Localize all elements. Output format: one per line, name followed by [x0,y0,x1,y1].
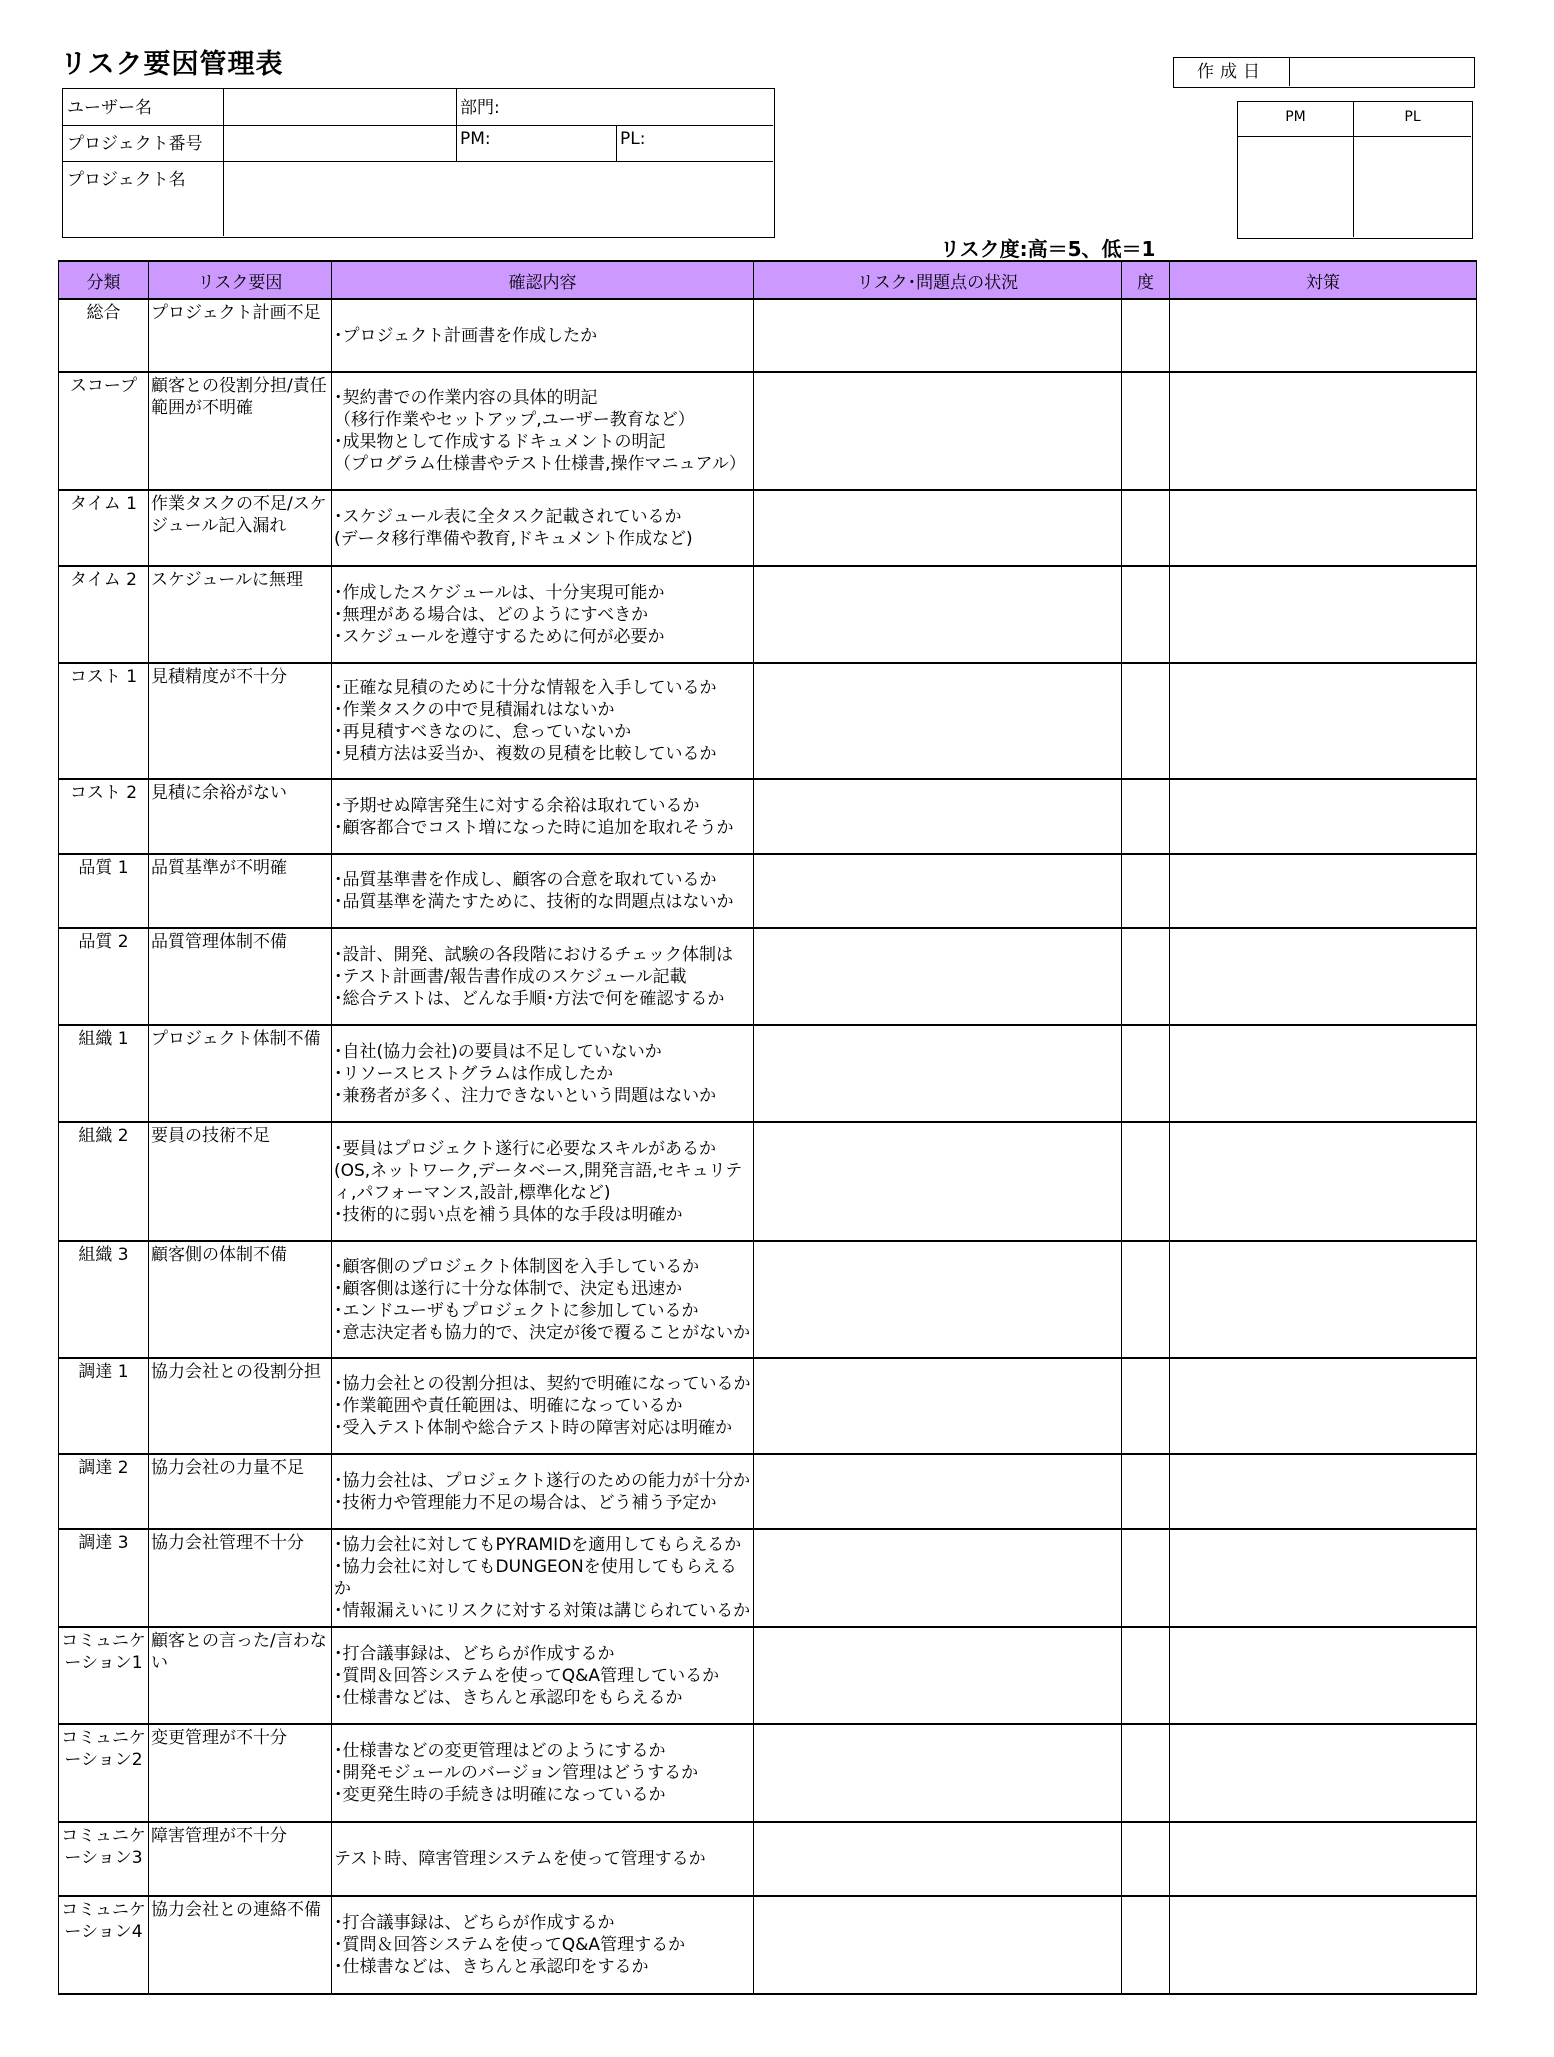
table-row [59,1627,1477,1724]
project-info-box [62,88,775,238]
row-degree-cell[interactable] [1122,854,1170,928]
department-label: 部門: [460,98,500,118]
row-countermeasure-cell[interactable] [1170,1241,1477,1358]
table-row [59,566,1477,663]
row-check-items: ･要員はプロジェクト遂行に必要なスキルがあるか (OS,ネットワーク,データベース,開発言語,セキュリティ,パフォーマンス,設計,標準化など) ･技術的に弱い点を補う具体的な手段は明確か [332,1122,754,1241]
row-risk-status-cell[interactable] [754,1241,1122,1358]
table-row [59,1724,1477,1822]
row-check-items: ･予期せぬ障害発生に対する余裕は取れているか ･顧客都合でコスト増になった時に追加を取れそうか [332,779,754,854]
row-countermeasure-cell[interactable] [1170,663,1477,779]
row-category: コミュニケーション2 [59,1724,149,1822]
row-check-items: テスト時、障害管理システムを使って管理するか [332,1822,754,1896]
table-row [59,1122,1477,1241]
table-row [59,928,1477,1025]
row-degree-cell[interactable] [1122,372,1170,490]
row-degree-cell[interactable] [1122,1241,1170,1358]
row-risk-factor: 顧客との言った/言わない [149,1627,332,1724]
row-risk-status-cell[interactable] [754,928,1122,1025]
row-countermeasure-cell[interactable] [1170,1822,1477,1896]
row-category: 調達 2 [59,1454,149,1529]
row-degree-cell[interactable] [1122,1529,1170,1627]
row-risk-factor: 協力会社との連絡不備 [149,1896,332,1994]
row-risk-factor: 品質基準が不明確 [149,854,332,928]
row-risk-factor: 見積に余裕がない [149,779,332,854]
row-check-items: ･協力会社に対してもPYRAMIDを適用してもらえるか ･協力会社に対してもDUNGEONを使用してもらえるか ･情報漏えいにリスクに対する対策は講じられているか [332,1529,754,1627]
row-risk-status-cell[interactable] [754,1724,1122,1822]
row-degree-cell[interactable] [1122,490,1170,566]
row-countermeasure-cell[interactable] [1170,1122,1477,1241]
row-degree-cell[interactable] [1122,299,1170,372]
row-degree-cell[interactable] [1122,663,1170,779]
row-degree-cell[interactable] [1122,1896,1170,1994]
row-countermeasure-cell[interactable] [1170,1724,1477,1822]
row-countermeasure-cell[interactable] [1170,854,1477,928]
header-countermeasure: 対策 [1170,261,1477,299]
row-category: 調達 1 [59,1358,149,1454]
row-countermeasure-cell[interactable] [1170,1627,1477,1724]
row-degree-cell[interactable] [1122,1627,1170,1724]
row-check-items: ･スケジュール表に全タスク記載されているか (データ移行準備や教育,ドキュメント作成など) [332,490,754,566]
creation-date-box [1173,57,1475,88]
header-check-items: 確認内容 [332,261,754,299]
user-name-label: ユーザー名 [67,98,152,118]
risk-table [58,260,1477,1995]
row-degree-cell[interactable] [1122,1724,1170,1822]
row-category: 総合 [59,299,149,372]
row-countermeasure-cell[interactable] [1170,490,1477,566]
row-category: タイム 2 [59,566,149,663]
row-category: コミュニケーション1 [59,1627,149,1724]
approval-pl-header: PL [1404,109,1421,125]
row-risk-factor: スケジュールに無理 [149,566,332,663]
row-category: 組織 2 [59,1122,149,1241]
row-countermeasure-cell[interactable] [1170,1358,1477,1454]
row-risk-status-cell[interactable] [754,854,1122,928]
creation-date-label: 作成日 [1174,58,1290,86]
table-row [59,490,1477,566]
row-category: 品質 2 [59,928,149,1025]
row-degree-cell[interactable] [1122,779,1170,854]
row-risk-status-cell[interactable] [754,1358,1122,1454]
row-risk-status-cell[interactable] [754,1122,1122,1241]
row-risk-factor: 要員の技術不足 [149,1122,332,1241]
risk-degree-note: リスク度:高＝5、低＝1 [940,237,1156,261]
row-category: 品質 1 [59,854,149,928]
row-category: 調達 3 [59,1529,149,1627]
row-degree-cell[interactable] [1122,1454,1170,1529]
row-risk-factor: 協力会社の力量不足 [149,1454,332,1529]
table-row [59,854,1477,928]
row-risk-factor: 顧客との役割分担/責任範囲が不明確 [149,372,332,490]
row-risk-status-cell[interactable] [754,299,1122,372]
row-risk-status-cell[interactable] [754,1454,1122,1529]
row-countermeasure-cell[interactable] [1170,928,1477,1025]
row-degree-cell[interactable] [1122,1358,1170,1454]
table-row [59,299,1477,372]
row-risk-factor: 作業タスクの不足/スケジュール記入漏れ [149,490,332,566]
row-risk-factor: 顧客側の体制不備 [149,1241,332,1358]
table-row [59,1896,1477,1994]
table-row [59,1358,1477,1454]
row-category: スコープ [59,372,149,490]
row-countermeasure-cell[interactable] [1170,566,1477,663]
header-risk-status: リスク･問題点の状況 [754,261,1122,299]
header-category: 分類 [59,261,149,299]
row-check-items: ･自社(協力会社)の要員は不足していないか ･リソースヒストグラムは作成したか ･兼務者が多く、注力できないという問題はないか [332,1025,754,1122]
row-degree-cell[interactable] [1122,928,1170,1025]
row-countermeasure-cell[interactable] [1170,779,1477,854]
row-risk-status-cell[interactable] [754,1529,1122,1627]
row-check-items: ･作成したスケジュールは、十分実現可能か ･無理がある場合は、どのようにすべきか ･スケジュールを遵守するために何が必要か [332,566,754,663]
row-countermeasure-cell[interactable] [1170,1529,1477,1627]
project-number-label: プロジェクト番号 [67,134,203,154]
row-category: コミュニケーション4 [59,1896,149,1994]
row-check-items: ･協力会社との役割分担は、契約で明確になっているか ･作業範囲や責任範囲は、明確になっているか ･受入テスト体制や総合テスト時の障害対応は明確か [332,1358,754,1454]
row-degree-cell[interactable] [1122,1122,1170,1241]
row-category: コミュニケーション3 [59,1822,149,1896]
row-degree-cell[interactable] [1122,1025,1170,1122]
row-risk-factor: プロジェクト計画不足 [149,299,332,372]
table-row [59,372,1477,490]
row-risk-status-cell[interactable] [754,1627,1122,1724]
row-countermeasure-cell[interactable] [1170,1896,1477,1994]
project-name-label: プロジェクト名 [67,170,186,190]
row-risk-factor: 品質管理体制不備 [149,928,332,1025]
table-row [59,1241,1477,1358]
row-check-items: ･打合議事録は、どちらが作成するか ･質問＆回答システムを使ってQ&A管理しているか ･仕様書などは、きちんと承認印をもらえるか [332,1627,754,1724]
row-risk-factor: 見積精度が不十分 [149,663,332,779]
row-risk-factor: プロジェクト体制不備 [149,1025,332,1122]
row-countermeasure-cell[interactable] [1170,1454,1477,1529]
approval-box [1237,101,1473,239]
row-degree-cell[interactable] [1122,1822,1170,1896]
header-risk-factor: リスク要因 [149,261,332,299]
row-countermeasure-cell[interactable] [1170,372,1477,490]
page-title: リスク要因管理表 [60,49,284,80]
row-risk-status-cell[interactable] [754,490,1122,566]
row-countermeasure-cell[interactable] [1170,299,1477,372]
row-category: コスト 2 [59,779,149,854]
row-risk-status-cell[interactable] [754,1896,1122,1994]
row-check-items: ･品質基準書を作成し、顧客の合意を取れているか ･品質基準を満たすために、技術的な問題点はないか [332,854,754,928]
row-check-items: ･協力会社は、プロジェクト遂行のための能力が十分か ･技術力や管理能力不足の場合は、どう補う予定か [332,1454,754,1529]
header-degree: 度 [1122,261,1170,299]
row-risk-factor: 変更管理が不十分 [149,1724,332,1822]
row-risk-factor: 協力会社管理不十分 [149,1529,332,1627]
row-risk-factor: 障害管理が不十分 [149,1822,332,1896]
row-risk-factor: 協力会社との役割分担 [149,1358,332,1454]
approval-pm-header: PM [1285,109,1306,125]
pl-label: PL: [620,129,646,149]
row-degree-cell[interactable] [1122,566,1170,663]
row-check-items: ･打合議事録は、どちらが作成するか ･質問＆回答システムを使ってQ&A管理するか ･仕様書などは、きちんと承認印をするか [332,1896,754,1994]
row-check-items: ･顧客側のプロジェクト体制図を入手しているか ･顧客側は遂行に十分な体制で、決定も迅速か ･エンドユーザもプロジェクトに参加しているか ･意志決定者も協力的で、決定が後で覆ることがないか [332,1241,754,1358]
row-check-items: ･契約書での作業内容の具体的明記 （移行作業やセットアップ,ユーザー教育など） ･成果物として作成するドキュメントの明記 （プログラム仕様書やテスト仕様書,操作マニュアル） [332,372,754,490]
table-row [59,1529,1477,1627]
row-countermeasure-cell[interactable] [1170,1025,1477,1122]
row-risk-status-cell[interactable] [754,663,1122,779]
row-category: タイム 1 [59,490,149,566]
row-check-items: ･設計、開発、試験の各段階におけるチェック体制は ･テスト計画書/報告書作成のスケジュール記載 ･総合テストは、どんな手順･方法で何を確認するか [332,928,754,1025]
row-risk-status-cell[interactable] [754,1025,1122,1122]
table-row [59,779,1477,854]
row-category: 組織 1 [59,1025,149,1122]
row-risk-status-cell[interactable] [754,779,1122,854]
table-header-row [59,261,1477,299]
row-risk-status-cell[interactable] [754,566,1122,663]
table-row [59,1454,1477,1529]
row-check-items: ･正確な見積のために十分な情報を入手しているか ･作業タスクの中で見積漏れはないか ･再見積すべきなのに、怠っていないか ･見積方法は妥当か、複数の見積を比較しているか [332,663,754,779]
row-risk-status-cell[interactable] [754,372,1122,490]
table-row [59,1025,1477,1122]
row-category: 組織 3 [59,1241,149,1358]
table-row [59,1822,1477,1896]
row-check-items: ･プロジェクト計画書を作成したか [332,299,754,372]
row-check-items: ･仕様書などの変更管理はどのようにするか ･開発モジュールのバージョン管理はどうするか ･変更発生時の手続きは明確になっているか [332,1724,754,1822]
row-category: コスト 1 [59,663,149,779]
pm-label: PM: [460,129,491,149]
table-row [59,663,1477,779]
row-risk-status-cell[interactable] [754,1822,1122,1896]
